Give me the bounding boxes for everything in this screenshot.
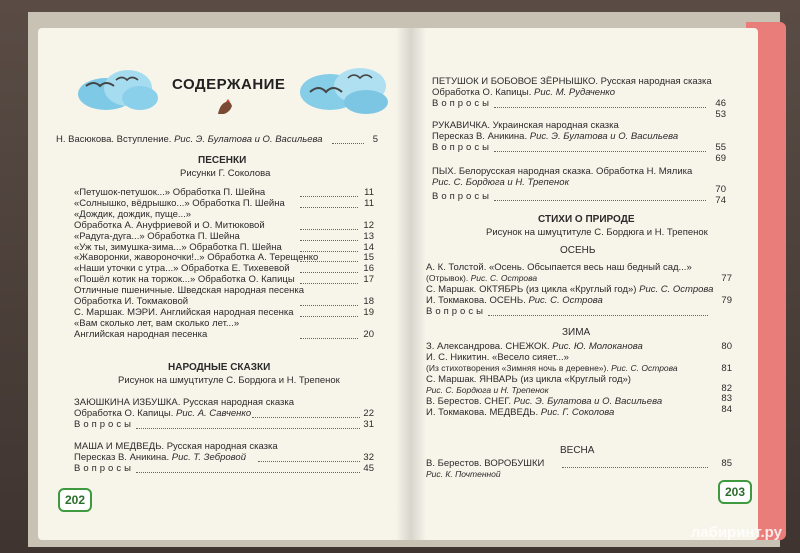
story-title: МАША И МЕДВЕДЬ. Русская народная сказка bbox=[74, 441, 278, 452]
questions-label: Вопросы bbox=[432, 191, 492, 202]
rooster-icon bbox=[214, 98, 236, 118]
page-ref: 55 bbox=[715, 142, 726, 153]
toc-entry: В. Берестов. ВОРОБУШКИ bbox=[426, 458, 545, 469]
page-ref: 45 bbox=[363, 463, 374, 474]
page-ref: 77 bbox=[721, 273, 732, 284]
page-ref: 81 bbox=[721, 363, 732, 374]
leader-dots bbox=[494, 151, 706, 152]
leader-dots bbox=[494, 107, 706, 108]
story-title: ПЫХ. Белорусская народная сказка. Обработка Н. Мялика bbox=[432, 166, 693, 177]
song-entry: «Радуга-дуга...» Обработка П. Шейна bbox=[74, 231, 240, 242]
section-heading: СТИХИ О ПРИРОДЕ bbox=[538, 214, 635, 225]
subsection-heading: ЗИМА bbox=[562, 327, 591, 338]
section-heading: НАРОДНЫЕ СКАЗКИ bbox=[168, 362, 271, 373]
song-entry: «Вам сколько лет, вам сколько лет...» bbox=[74, 318, 240, 329]
page-ref: 16 bbox=[363, 263, 374, 274]
toc-entry: Рис. С. Бордюга и Н. Трепенок bbox=[426, 385, 549, 395]
toc-entry: Н. Васюкова. Вступление. Рис. Э. Булатова и О. Васильева bbox=[56, 134, 323, 145]
toc-entry: Пересказ В. Аникина. Рис. Т. Зебровой bbox=[74, 452, 246, 463]
questions-label: Вопросы bbox=[432, 142, 492, 153]
questions-label: Вопросы bbox=[74, 463, 134, 474]
page-ref: 12 bbox=[363, 220, 374, 231]
subsection-heading: ОСЕНЬ bbox=[560, 245, 596, 256]
questions-label: Вопросы bbox=[74, 419, 134, 430]
page-ref: 46 bbox=[715, 98, 726, 109]
song-entry: «Пошёл котик на торжок...» Обработка О. Капицы bbox=[74, 274, 295, 285]
page-ref: 69 bbox=[715, 153, 726, 164]
story-title: ЗАЮШКИНА ИЗБУШКА. Русская народная сказка bbox=[74, 397, 295, 408]
toc-entry: И. Токмакова. МЕДВЕДЬ. Рис. Г. Соколова bbox=[426, 407, 615, 418]
page-ref: 74 bbox=[715, 195, 726, 206]
song-entry: Английская народная песенка bbox=[74, 329, 208, 340]
toc-entry: И. Токмакова. ОСЕНЬ. Рис. С. Острова bbox=[426, 295, 603, 306]
toc-entry: Обработка О. Капицы. Рис. А. Савченко bbox=[74, 408, 252, 419]
page-ref: 20 bbox=[363, 329, 374, 340]
page-ref: 32 bbox=[363, 452, 374, 463]
song-entry: С. Маршак. МЭРИ. Английская народная песенка bbox=[74, 307, 294, 318]
song-entry: «Солнышко, вёдрышко...» Обработка П. Шейна bbox=[74, 198, 285, 209]
leader-dots bbox=[488, 315, 708, 316]
toc-entry: С. Маршак. ЯНВАРЬ (из цикла «Круглый год») bbox=[426, 374, 631, 385]
page-ref: 11 bbox=[364, 187, 374, 198]
toc-entry: Рис. С. Бордюга и Н. Трепенок bbox=[432, 177, 570, 188]
watermark-logo: лабиринт.ру bbox=[690, 524, 782, 541]
section-credit: Рисунки Г. Соколова bbox=[180, 168, 271, 179]
leader-dots bbox=[136, 428, 360, 429]
page-ref: 19 bbox=[363, 307, 374, 318]
questions-label: Вопросы bbox=[432, 98, 492, 109]
questions-label: Вопросы bbox=[426, 306, 486, 317]
page-ref: 22 bbox=[363, 408, 374, 419]
page-ref: 17 bbox=[363, 274, 374, 285]
book-spine bbox=[396, 28, 426, 540]
page-ref: 79 bbox=[721, 295, 732, 306]
song-entry: Отличные пшеничные. Шведская народная песенка bbox=[74, 285, 305, 296]
subsection-heading: ВЕСНА bbox=[560, 445, 595, 456]
leader-dots bbox=[258, 461, 360, 462]
toc-entry: (Из стихотворения «Зимняя ночь в деревне»). Рис. С. Острова bbox=[426, 363, 678, 373]
page-ref: 83 bbox=[721, 393, 732, 404]
page-number-left: 202 bbox=[58, 488, 92, 512]
section-heading: ПЕСЕНКИ bbox=[198, 155, 247, 166]
toc-entry: А. К. Толстой. «Осень. Обсыпается весь наш бедный сад...» bbox=[426, 262, 692, 273]
toc-entry: Пересказ В. Аникина. Рис. Э. Булатова и О. Васильева bbox=[432, 131, 679, 142]
leader-dots bbox=[136, 472, 360, 473]
leader-dots bbox=[252, 417, 360, 418]
toc-entry: З. Александрова. СНЕЖОК. Рис. Ю. Молоканова bbox=[426, 341, 643, 352]
page-ref: 84 bbox=[721, 404, 732, 415]
toc-entry: Обработка О. Капицы. Рис. М. Рудаченко bbox=[432, 87, 616, 98]
cloud-seagull-illustration-left bbox=[76, 64, 160, 112]
page-ref: 13 bbox=[363, 231, 374, 242]
page-title: СОДЕРЖАНИЕ bbox=[172, 76, 286, 93]
song-entry: «Наши уточки с утра...» Обработка Е. Тихевевой bbox=[74, 263, 290, 274]
song-entry: «Петушок-петушок...» Обработка П. Шейна bbox=[74, 187, 266, 198]
song-entry: «Дождик, дождик, пуще...» bbox=[74, 209, 192, 220]
page-ref: 5 bbox=[372, 134, 378, 145]
page-ref: 14 bbox=[363, 242, 374, 253]
toc-entry: В. Берестов. СНЕГ. Рис. Э. Булатова и О. Васильева bbox=[426, 396, 663, 407]
toc-entry: И. С. Никитин. «Весело сияет...» bbox=[426, 352, 569, 363]
toc-entry: Рис. К. Почтенной bbox=[426, 469, 501, 479]
section-credit: Рисунок на шмуцтитуле С. Бордюга и Н. Трепенок bbox=[486, 227, 708, 238]
page-ref: 82 bbox=[721, 383, 732, 394]
story-title: ПЕТУШОК И БОБОВОЕ ЗЁРНЫШКО. Русская народная сказка bbox=[432, 76, 712, 87]
toc-entry: (Отрывок). Рис. С. Острова bbox=[426, 273, 538, 283]
leader-dots bbox=[562, 467, 708, 468]
page-number-right: 203 bbox=[718, 480, 752, 504]
page-ref: 11 bbox=[364, 198, 374, 209]
page-ref: 18 bbox=[363, 296, 374, 307]
page-ref: 31 bbox=[363, 419, 374, 430]
song-entry: «Уж ты, зимушка-зима...» Обработка П. Шейна bbox=[74, 242, 282, 253]
song-entry: «Жаворонки, жавороночки!..» Обработка А. Терещенко bbox=[74, 252, 319, 263]
page-ref: 85 bbox=[721, 458, 732, 469]
leader-dots bbox=[494, 200, 706, 201]
page-ref: 15 bbox=[363, 252, 374, 263]
section-credit: Рисунок на шмуцтитуле С. Бордюга и Н. Трепенок bbox=[118, 375, 340, 386]
song-entry: Обработка И. Токмаковой bbox=[74, 296, 189, 307]
toc-entry: С. Маршак. ОКТЯБРЬ (из цикла «Круглый год») Рис. С. Острова bbox=[426, 284, 714, 295]
story-title: РУКАВИЧКА. Украинская народная сказка bbox=[432, 120, 619, 131]
page-ref: 80 bbox=[721, 341, 732, 352]
page-ref: 70 bbox=[715, 184, 726, 195]
song-entry: Обработка А. Ануфриевой и О. Митюковой bbox=[74, 220, 265, 231]
cloud-seagull-illustration-right bbox=[296, 64, 392, 116]
page-ref: 53 bbox=[715, 109, 726, 120]
